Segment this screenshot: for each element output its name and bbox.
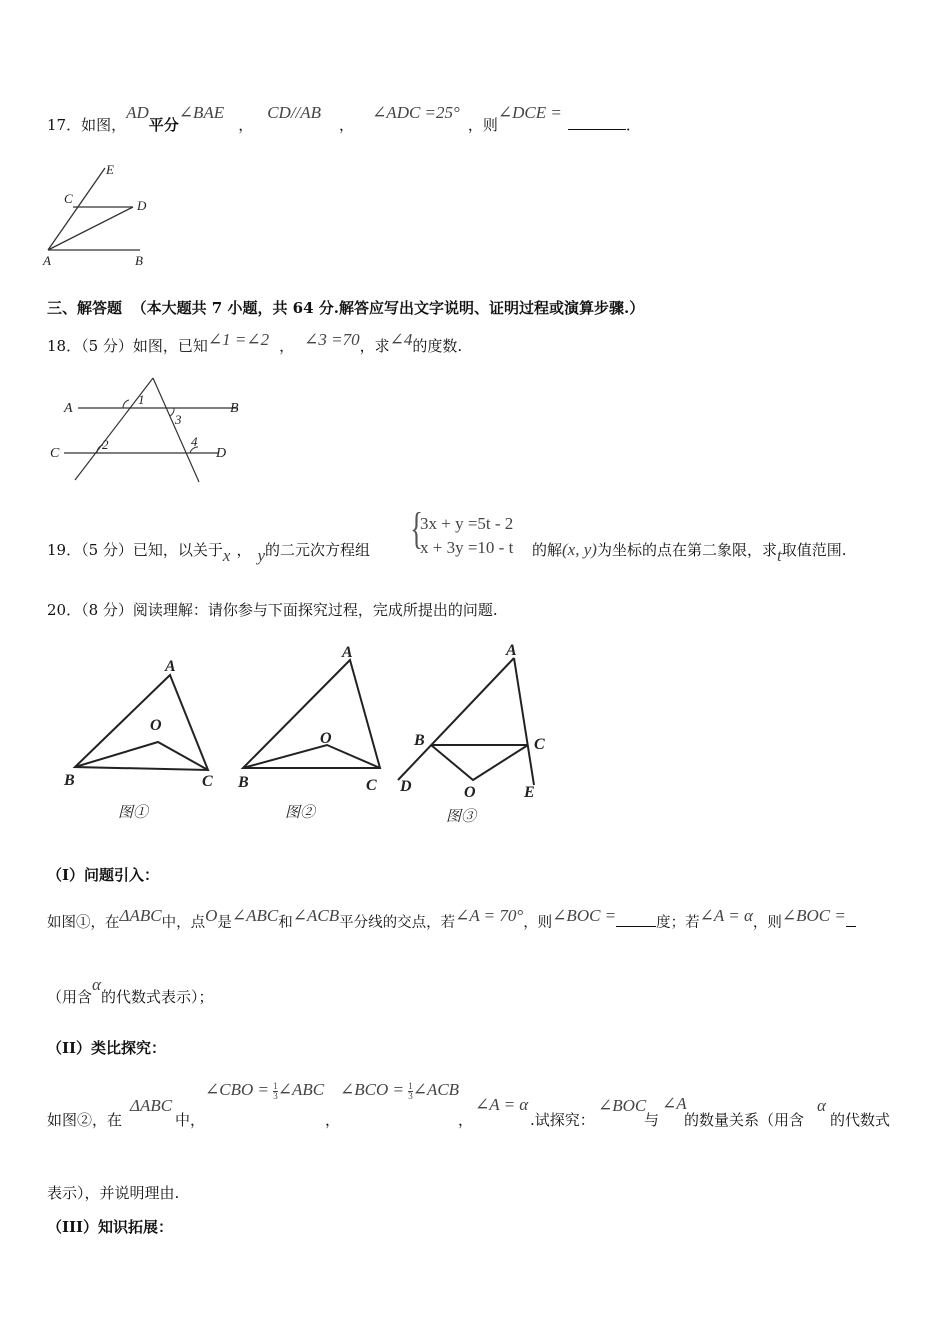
q19-text-cont: 的解(x, y)为坐标的点在第二象限，求t取值范围.: [532, 540, 847, 565]
part2-text-d: 与: [644, 1111, 660, 1129]
answer-blank-boc-degrees[interactable]: [616, 926, 656, 927]
fig3-label-E: E: [524, 784, 535, 801]
fig1-caption: 图①: [118, 805, 149, 821]
equation-system: [420, 512, 513, 560]
label-4: 4: [191, 434, 198, 449]
label-D: D: [137, 198, 147, 213]
fig3-label-C: C: [534, 736, 545, 753]
fig1-label-B: B: [64, 772, 75, 789]
fig2-label-B: B: [238, 774, 249, 791]
fig2-label-A: A: [342, 644, 353, 661]
part1-text: 如图①，在ΔABC中，点O是∠ABC和∠ACB平分线的交点，若∠A = 70°，则∠BOC = 度；若∠A = α，则∠BOC =: [47, 912, 856, 933]
section-3-heading: 三、解答题 （本大题共 7 小题，共 64 分.解答应写出文字说明、证明过程或演算步骤.）: [47, 299, 645, 317]
fig1-label-A: A: [165, 658, 176, 675]
fig3-label-B: B: [414, 732, 425, 749]
q18-text: 18．（5 分）如图，已知∠1 =∠2 ， ∠3 =70，求∠4的度数.: [47, 330, 463, 355]
part2-title: （II）类比探究：: [47, 1039, 167, 1057]
label-E: E: [106, 162, 114, 177]
label-D: D: [216, 446, 227, 461]
fig2-caption: 图②: [285, 805, 316, 821]
fraction-one-third: $\frac{1}{3}$: [273, 1080, 278, 1101]
part2-text-c: .试探究：: [530, 1111, 595, 1129]
label-2: 2: [102, 437, 109, 452]
q17-text: 17．如图，AD平分∠BAE，CD//AB，∠ADC =25°，则∠DCE =．: [47, 103, 641, 134]
fig3-label-O: O: [464, 784, 476, 801]
answer-blank-boc-alpha[interactable]: [846, 926, 856, 927]
fig3-label-A: A: [506, 642, 517, 659]
label-C: C: [50, 446, 60, 461]
answer-blank-17[interactable]: [568, 129, 626, 130]
figure-q18: [50, 370, 260, 490]
label-A: A: [64, 401, 73, 416]
figure-q17: [40, 160, 170, 270]
fig1-label-O: O: [150, 717, 162, 734]
label-A: A: [43, 253, 51, 268]
label-3: 3: [175, 412, 182, 427]
equation-1: 3x + y =5t - 2: [420, 514, 514, 533]
label-B: B: [230, 401, 239, 416]
label-1: 1: [138, 392, 145, 407]
q19-text: 19．（5 分）已知，以关于x ， y的二元次方程组: [47, 541, 371, 565]
label-C: C: [64, 191, 73, 206]
fig2-label-O: O: [320, 730, 332, 747]
part2-comma-2: ，: [458, 1111, 474, 1129]
equation-2: x + 3y =10 - t: [420, 538, 514, 557]
label-B: B: [135, 253, 143, 268]
part2-text-b: 中，: [175, 1111, 206, 1129]
q20-intro: 20．（8 分）阅读理解：请你参与下面探究过程，完成所提出的问题.: [47, 601, 498, 619]
figure-q20: [50, 635, 570, 835]
part1-title: （I）问题引入：: [47, 866, 160, 884]
part2-text: 如图②，在: [47, 1111, 123, 1129]
fig3-caption: 图③: [446, 809, 477, 825]
fraction-one-third-2: $\frac{1}{3}$: [408, 1080, 413, 1101]
part2-comma-1: ，: [325, 1111, 341, 1129]
part2-text-f: 的代数式: [830, 1111, 891, 1129]
part2-text-e: 的数量关系（用含: [684, 1111, 805, 1129]
fig2-label-C: C: [366, 777, 377, 794]
equation-brace: {: [410, 504, 423, 553]
fig3-label-D: D: [400, 778, 412, 795]
part2-text-cont: 表示），并说明理由.: [47, 1184, 180, 1202]
part1-text-cont: （用含α的代数式表示）；: [47, 975, 214, 1006]
fig1-label-C: C: [202, 773, 213, 790]
part3-title: （III）知识拓展：: [47, 1218, 174, 1236]
